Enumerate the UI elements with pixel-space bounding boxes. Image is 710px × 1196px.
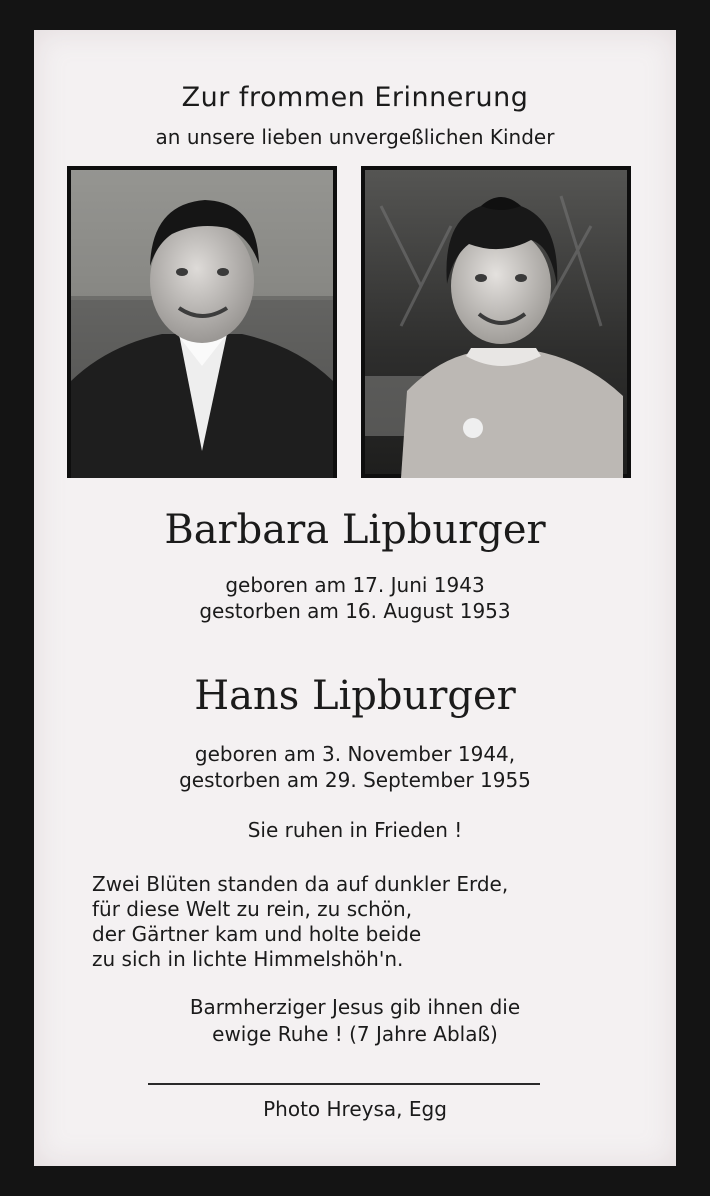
girl-portrait-image	[361, 166, 631, 478]
poem-line: Zwei Blüten standen da auf dunkler Erde,	[92, 872, 509, 896]
memorial-poem	[92, 872, 652, 972]
birth-date-barbara: geboren am 17. Juni 1943	[225, 573, 485, 597]
poem-line: zu sich in lichte Himmelshöh'n.	[92, 947, 404, 971]
poem-line: für diese Welt zu rein, zu schön,	[92, 897, 413, 921]
photo-credit: Photo Hreysa, Egg	[263, 1097, 447, 1121]
girl-portrait-photo	[361, 166, 631, 478]
boy-portrait-image	[67, 166, 337, 478]
rest-in-peace-line: Sie ruhen in Frieden !	[247, 818, 463, 842]
divider-line	[148, 1083, 540, 1085]
birth-date-hans: geboren am 3. November 1944,	[194, 742, 516, 766]
boy-portrait-photo	[67, 166, 337, 478]
card-heading: Zur frommen Erinnerung	[181, 82, 529, 113]
death-date-hans: gestorben am 29. September 1955	[179, 768, 531, 792]
deceased-name-barbara: Barbara Lipburger	[164, 507, 546, 553]
death-date-barbara: gestorben am 16. August 1953	[199, 599, 511, 623]
prayer-line: ewige Ruhe ! (7 Jahre Ablaß)	[212, 1022, 498, 1046]
poem-line: der Gärtner kam und holte beide	[92, 922, 422, 946]
prayer-line: Barmherziger Jesus gib ihnen die	[189, 995, 521, 1019]
memorial-card	[34, 30, 676, 1166]
card-subheading: an unsere lieben unvergeßlichen Kinder	[155, 125, 555, 149]
life-dates-hans	[34, 741, 676, 793]
deceased-name-hans: Hans Lipburger	[194, 673, 516, 719]
prayer	[34, 994, 676, 1048]
life-dates-barbara	[34, 572, 676, 624]
